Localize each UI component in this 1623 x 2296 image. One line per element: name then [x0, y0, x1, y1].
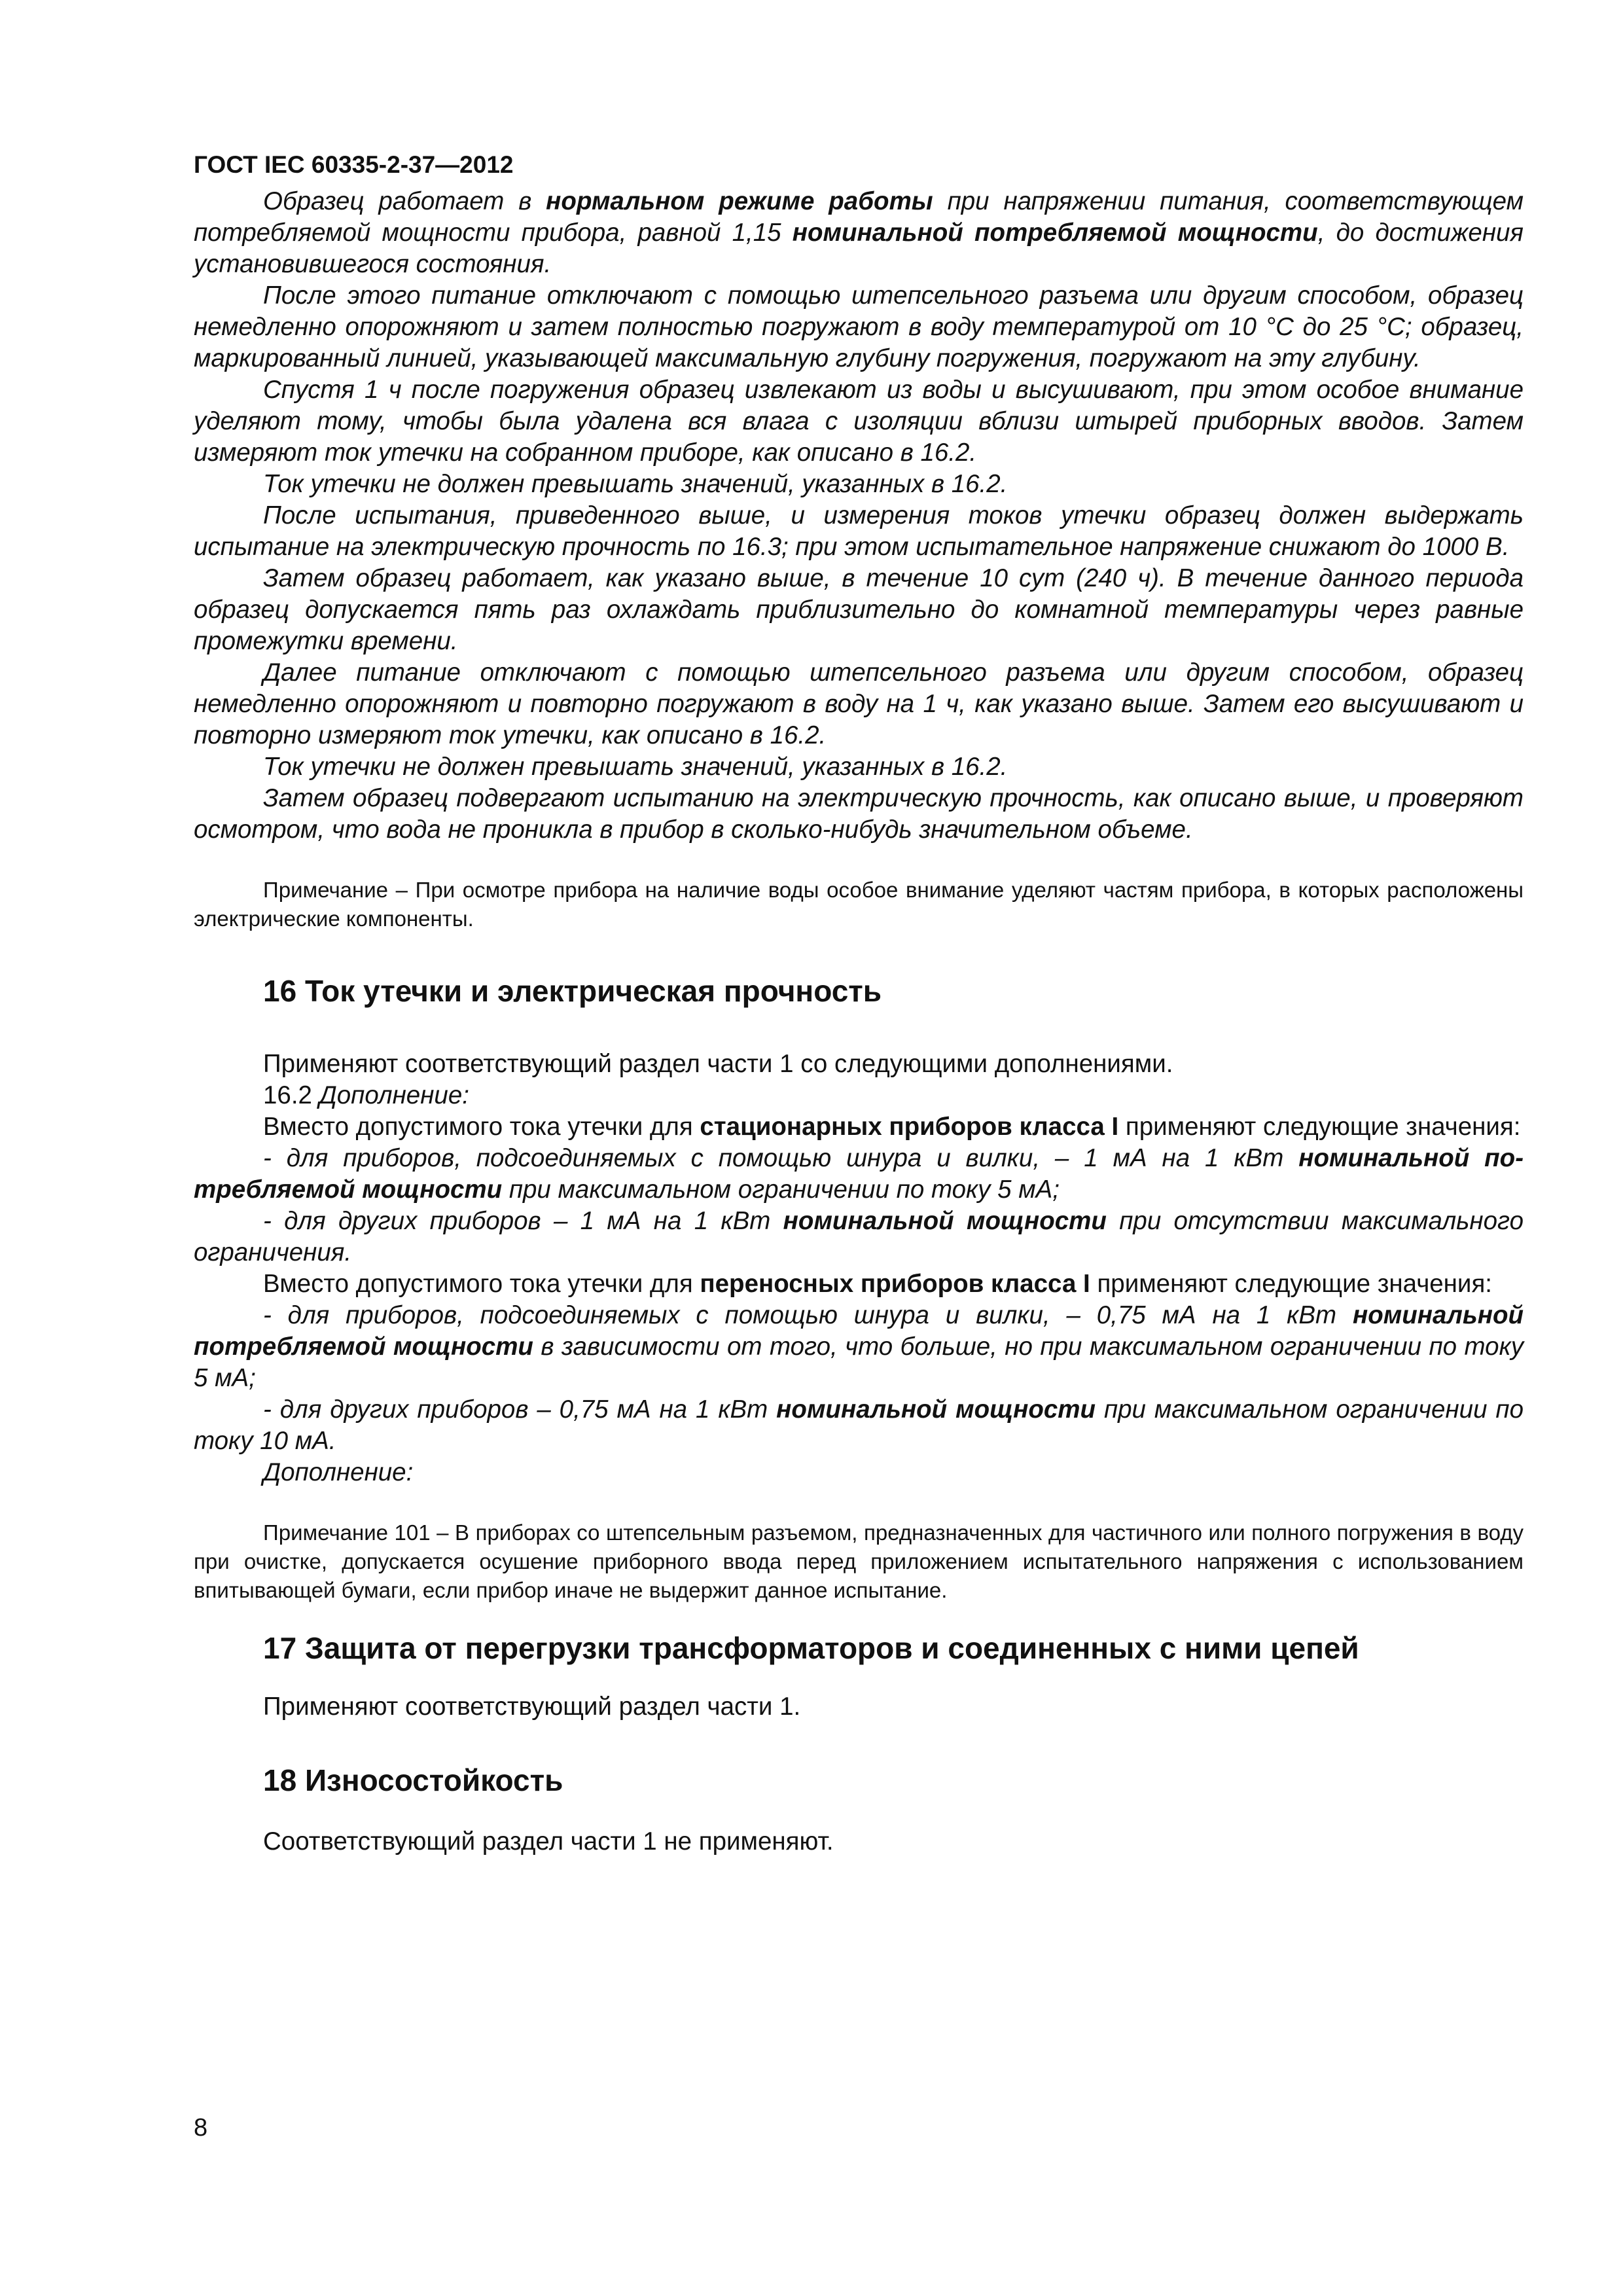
document-header: ГОСТ IEC 60335-2-37—2012: [194, 151, 514, 178]
paragraph-leakage-limit-repeat: Ток утечки не должен превышать значений, указанных в 16.2.: [263, 753, 1008, 781]
term-normal-operation: нормальном режиме работы: [546, 187, 933, 215]
list-item-other-075ma: - для других приборов – 0,75 мА на 1 кВт номинальной мощности при максимальном ограничении по току 10 мА.: [194, 1395, 1524, 1455]
section-16-intro: Применяют соответствующий раздел части 1 со следующими дополнениями.: [263, 1050, 1173, 1078]
page-number: 8: [194, 2114, 208, 2142]
list-item-cord-plug-075ma: - для приборов, подсоединяемых с помощью шнура и вилки, – 0,75 мА на 1 кВт номинальной потребляемой мощности в зависимости от того, что больше, но при максимальном ограничении по току 5 мА;: [194, 1301, 1524, 1392]
addition-label: Дополнение:: [263, 1458, 414, 1486]
list-item-other-1ma: - для других приборов – 1 мА на 1 кВт номинальной мощности при отсутствии максимального ограничения.: [194, 1207, 1524, 1266]
paragraph-immersion: После этого питание отключают с помощью штепсельного разъема или другим способом, образец немедленно опорожняют и затем полностью погружают в воду температурой от 10 °C до 25 °C; образец, маркированный линией, указывающей максимальную глубину погружения, погружают на эту глубину.: [194, 281, 1524, 372]
term-stationary-class1: стационарных приборов класса I: [700, 1113, 1119, 1141]
section-17: [194, 1628, 1524, 1723]
paragraph-10-days-operation: Затем образец работает, как указано выше, в течение 10 сут (240 ч). В течение данного периода образец допускается пять раз охлаждать приблизительно до комнатной температуры через равные промежутки времени.: [194, 564, 1524, 655]
section-16-title: 16 Ток утечки и электрическая прочность: [263, 974, 882, 1008]
paragraph-stationary-class1: Вместо допустимого тока утечки для стационарных приборов класса I применяют следующие значения:: [263, 1113, 1521, 1141]
paragraph-inspection: Затем образец подвергают испытанию на электрическую прочность, как описано выше, и проверяют осмотром, что вода не проникла в прибор в сколько-нибудь значительном объеме.: [194, 784, 1524, 844]
term-portable-class1: переносных приборов класса I: [700, 1270, 1090, 1298]
section-17-text: Применяют соответствующий раздел части 1.: [263, 1693, 801, 1721]
paragraph-normal-operation: Образец работает в нормальном режиме работы при напряжении питания, соответствующем потребляемой мощности прибора, равной 1,15 номинальной потребляемой мощности, до достижения установившегося состояния.: [194, 187, 1524, 278]
paragraph-drying: Спустя 1 ч после погружения образец извлекают из воды и высушивают, при этом особое внимание уделяют тому, чтобы была удалена вся влага с изоляции вблизи штырей приборных вводов. Затем измеряют ток утечки на собранном приборе, как описано в 16.2.: [194, 376, 1524, 467]
section-15-continuation: [194, 186, 1524, 933]
paragraph-leakage-limit: Ток утечки не должен превышать значений, указанных в 16.2.: [263, 470, 1008, 498]
list-item-cord-plug-1ma: - для приборов, подсоединяемых с помощью шнура и вилки, – 1 мА на 1 кВт номинальной потребляемой мощности при максимальном ограничении по току 5 мА;: [194, 1144, 1524, 1204]
note-101: Примечание 101 – В приборах со штепсельным разъемом, предназначенных для частичного или полного погружения в воду при очистке, допускается осушение приборного ввода перед приложением испытательного напряжения с использованием впитывающей бумаги, если прибор иначе не выдержит данное испытание.: [194, 1520, 1524, 1602]
section-16: [194, 971, 1524, 1605]
section-18: [194, 1761, 1524, 1857]
term-rated-power-input: номинальной потребляемой мощности: [792, 219, 1318, 247]
section-18-title: 18 Износостойкость: [263, 1763, 563, 1797]
paragraph-portable-class1: Вместо допустимого тока утечки для переносных приборов класса I применяют следующие значения:: [263, 1270, 1492, 1298]
paragraph-repeat-immersion: Далее питание отключают с помощью штепсельного разъема или другим способом, образец немедленно опорожняют и повторно погружают в воду на 1 ч, как указано выше. Затем его высушивают и повторно измеряют ток утечки, как описано в 16.2.: [194, 658, 1524, 749]
paragraph-electric-strength: После испытания, приведенного выше, и измерения токов утечки образец должен выдержать испытание на электрическую прочность по 16.3; при этом испытательное напряжение снижают до 1000 В.: [194, 501, 1524, 561]
note-water-inspection: Примечание – При осмотре прибора на наличие воды особое внимание уделяют частям прибора, в которых расположены электрические компоненты.: [194, 878, 1524, 931]
document-page: [194, 148, 1524, 1857]
section-17-title: 17 Защита от перегрузки трансформаторов и соединенных с ними цепей: [263, 1631, 1359, 1665]
section-18-text: Соответствующий раздел части 1 не применяют.: [263, 1827, 834, 1856]
clause-16-2: 16.2 Дополнение:: [263, 1081, 469, 1109]
